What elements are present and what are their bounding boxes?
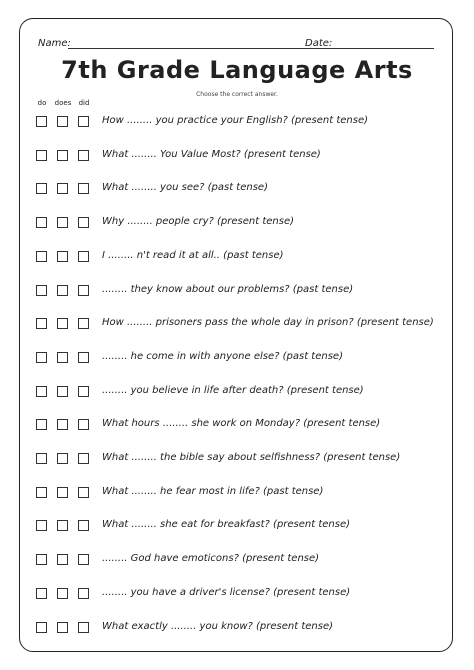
question-row [0,386,474,400]
checkbox-does[interactable] [57,352,68,363]
checkbox-did[interactable] [78,352,89,363]
question-text: How ........ prisoners pass the whole day in prison? (present tense) [102,317,434,329]
column-header-do: do [37,99,47,107]
question-row [0,183,474,197]
checkbox-did[interactable] [78,487,89,498]
name-field[interactable] [68,48,334,49]
question-row [0,116,474,130]
question-row [0,453,474,467]
question-text: ........ you believe in life after death? (present tense) [102,384,364,396]
column-header-did: did [78,99,90,107]
instruction-text: Choose the correct answer. [196,91,278,98]
question-row [0,588,474,602]
checkbox-did[interactable] [78,318,89,329]
question-text: What exactly ........ you know? (present tense) [102,620,334,632]
checkbox-did[interactable] [78,116,89,127]
checkbox-do[interactable] [36,150,47,161]
checkbox-does[interactable] [57,251,68,262]
question-text: What ........ you see? (past tense) [102,182,268,194]
question-text: What ........ she eat for breakfast? (present tense) [102,519,351,531]
checkbox-did[interactable] [78,520,89,531]
checkbox-did[interactable] [78,183,89,194]
question-row [0,285,474,299]
question-row [0,251,474,265]
question-row [0,554,474,568]
checkbox-did[interactable] [78,386,89,397]
checkbox-does[interactable] [57,453,68,464]
question-text: ........ he come in with anyone else? (past tense) [102,350,343,362]
checkbox-does[interactable] [57,217,68,228]
checkbox-do[interactable] [36,487,47,498]
checkbox-did[interactable] [78,217,89,228]
checkbox-did[interactable] [78,419,89,430]
checkbox-does[interactable] [57,554,68,565]
checkbox-do[interactable] [36,520,47,531]
checkbox-do[interactable] [36,419,47,430]
checkbox-does[interactable] [57,318,68,329]
question-text: How ........ you practice your English? (present tense) [102,115,369,126]
checkbox-did[interactable] [78,150,89,161]
question-row [0,217,474,231]
checkbox-do[interactable] [36,622,47,633]
checkbox-do[interactable] [36,352,47,363]
date-field[interactable] [333,48,434,49]
page-title: 7th Grade Language Arts [61,56,413,84]
checkbox-did[interactable] [78,285,89,296]
name-label: Name: [38,38,71,49]
question-row [0,487,474,501]
checkbox-does[interactable] [57,588,68,599]
question-text: What ........ the bible say about selfishness? (present tense) [102,452,401,463]
question-text: What ........ he fear most in life? (past tense) [102,485,324,497]
question-text: ........ you have a driver's license? (present tense) [102,586,351,598]
checkbox-does[interactable] [57,285,68,296]
column-header-does: does [54,99,72,107]
checkbox-do[interactable] [36,588,47,599]
question-text: What ........ You Value Most? (present tense) [102,148,321,160]
checkbox-does[interactable] [57,419,68,430]
question-row [0,318,474,332]
checkbox-do[interactable] [36,285,47,296]
question-row [0,622,474,636]
checkbox-do[interactable] [36,453,47,464]
question-text: What hours ........ she work on Monday? (present tense) [102,418,381,430]
checkbox-did[interactable] [78,251,89,262]
question-text: ........ God have emoticons? (present tense) [102,553,320,565]
question-row [0,520,474,534]
checkbox-does[interactable] [57,183,68,194]
checkbox-does[interactable] [57,386,68,397]
checkbox-does[interactable] [57,150,68,161]
question-text: ........ they know about our problems? (past tense) [102,283,354,295]
checkbox-did[interactable] [78,554,89,565]
question-row [0,150,474,164]
checkbox-do[interactable] [36,318,47,329]
checkbox-do[interactable] [36,183,47,194]
checkbox-does[interactable] [57,520,68,531]
checkbox-did[interactable] [78,588,89,599]
checkbox-does[interactable] [57,487,68,498]
checkbox-does[interactable] [57,622,68,633]
checkbox-do[interactable] [36,386,47,397]
date-label: Date: [305,38,333,49]
checkbox-do[interactable] [36,116,47,127]
question-text: I ........ n't read it at all.. (past tense) [102,249,284,261]
checkbox-did[interactable] [78,622,89,633]
checkbox-does[interactable] [57,116,68,127]
checkbox-did[interactable] [78,453,89,464]
name-date-row [38,38,436,52]
checkbox-do[interactable] [36,251,47,262]
question-row [0,419,474,433]
question-text: Why ........ people cry? (present tense) [102,216,295,228]
checkbox-do[interactable] [36,217,47,228]
question-row [0,352,474,366]
checkbox-do[interactable] [36,554,47,565]
